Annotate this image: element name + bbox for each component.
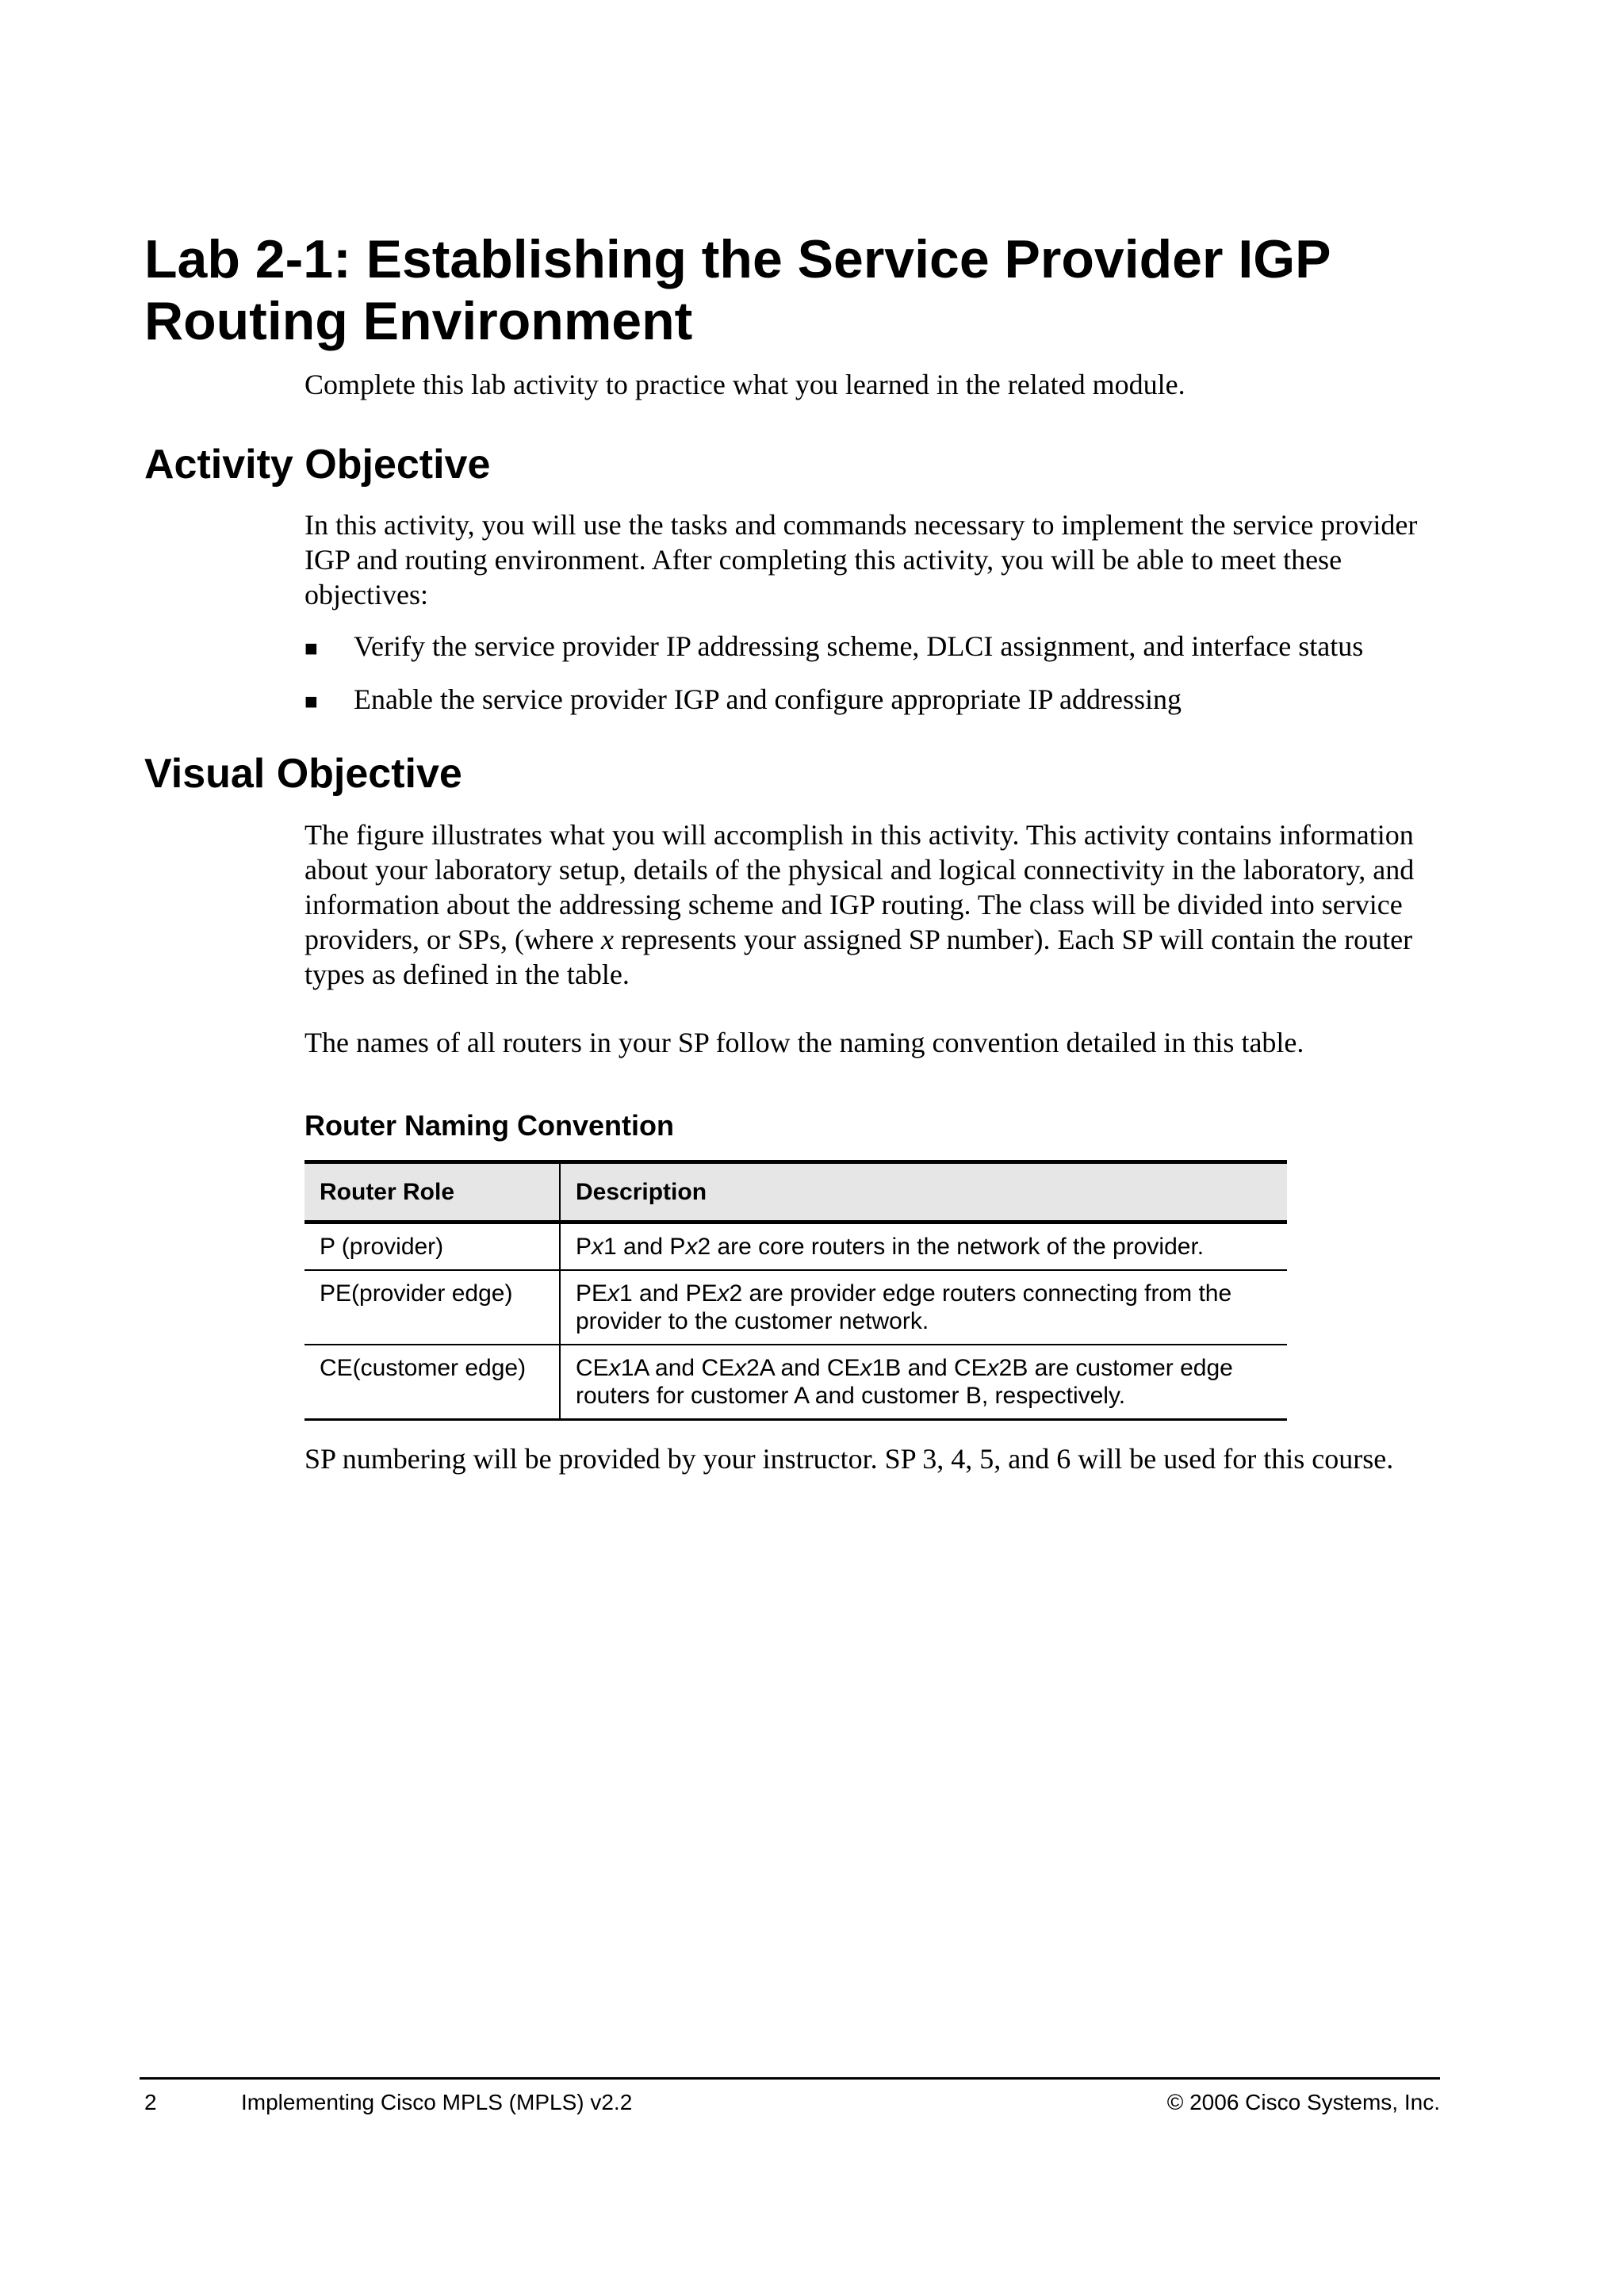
table-row <box>304 1345 1287 1420</box>
bullet-text: Enable the service provider IGP and configure appropriate IP addressing <box>354 683 1182 715</box>
square-bullet-icon: ■ <box>304 637 318 661</box>
visual-objective-text: The figure illustrates what you will accomplish in this activity. This activity contains information about your laboratory setup, details of the physical and logical connectivity in the laboratory, and information about the addressing scheme and IGP routing. The class will be divided into service providers, or SPs, (where x represents your assigned SP number). Each SP will contain the router types as defined in the table. <box>304 819 1415 990</box>
table-caption: Router Naming Convention <box>304 1109 674 1142</box>
objectives-list <box>304 629 1438 735</box>
role-cell: P (provider) <box>304 1223 560 1271</box>
footer-copyright: © 2006 Cisco Systems, Inc. <box>1166 2090 1440 2114</box>
list-item <box>304 629 1438 667</box>
square-bullet-icon: ■ <box>304 690 318 714</box>
activity-objective-heading: Activity Objective <box>144 442 491 488</box>
table-row <box>304 1223 1287 1271</box>
role-cell: PE(provider edge) <box>304 1270 560 1345</box>
footer-divider <box>140 2077 1440 2080</box>
table-header-row <box>304 1162 1287 1223</box>
router-naming-table <box>304 1160 1287 1421</box>
description-cell: PEx1 and PEx2 are provider edge routers connecting from the provider to the customer network. <box>560 1270 1287 1345</box>
activity-objective-paragraph: In this activity, you will use the tasks and commands necessary to implement the service provider IGP and routing environment. After completing this activity, you will be able to meet these objectives: <box>304 509 1418 610</box>
naming-intro-paragraph: The names of all routers in your SP follow the naming convention detailed in this table. <box>304 1027 1304 1058</box>
table-row <box>304 1270 1287 1345</box>
bullet-text: Verify the service provider IP addressing scheme, DLCI assignment, and interface status <box>354 630 1364 662</box>
page-title: Lab 2-1: Establishing the Service Provider IGP Routing Environment <box>144 229 1331 351</box>
description-cell: CEx1A and CEx2A and CEx1B and CEx2B are customer edge routers for customer A and customer B, respectively. <box>560 1345 1287 1420</box>
visual-objective-paragraph <box>304 817 1438 992</box>
closing-paragraph: SP numbering will be provided by your instructor. SP 3, 4, 5, and 6 will be used for this course. <box>304 1443 1394 1475</box>
role-cell: CE(customer edge) <box>304 1345 560 1420</box>
list-item <box>304 682 1438 720</box>
intro-text: Complete this lab activity to practice what you learned in the related module. <box>304 369 1185 400</box>
description-cell: Px1 and Px2 are core routers in the network of the provider. <box>560 1223 1287 1271</box>
footer-course-title: Implementing Cisco MPLS (MPLS) v2.2 <box>241 2090 633 2114</box>
visual-objective-heading: Visual Objective <box>144 751 462 797</box>
column-header-description: Description <box>560 1162 1287 1223</box>
page-number: 2 <box>144 2090 157 2114</box>
column-header-role: Router Role <box>304 1162 560 1223</box>
